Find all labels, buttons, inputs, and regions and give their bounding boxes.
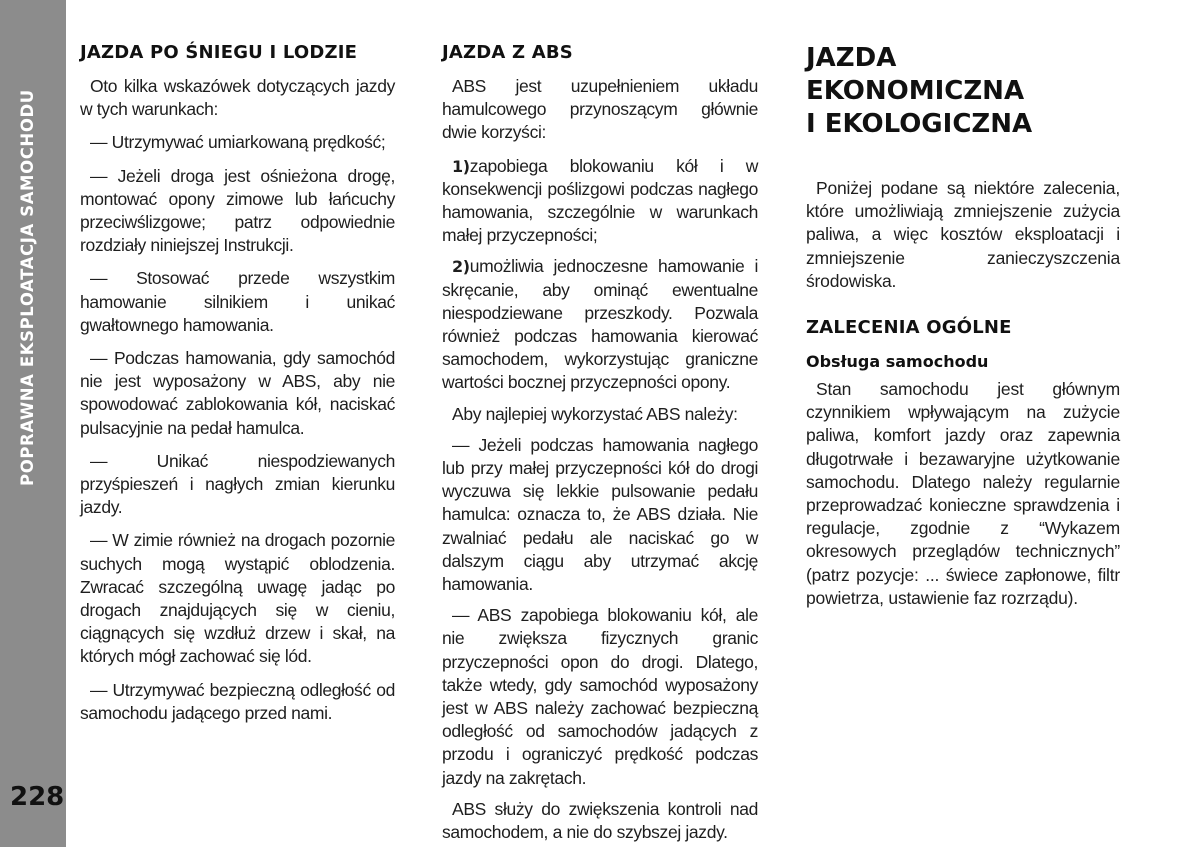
column-economic-driving bbox=[806, 42, 1120, 620]
paragraph: ABS jest uzupełnieniem układu hamulcowego przynoszącym głównie dwie korzyści: bbox=[442, 76, 758, 143]
paragraph: — Jeżeli podczas hamowania nagłego lub przy małej przyczepności kół do drogi wyczuwa się lekkie pulsowanie pedału hamulca: oznacza to, że ABS działa. Nie zwalniać pedału ale naciskać go w dalszym ciągu aby utrzymać akcję hamowania. bbox=[442, 434, 758, 595]
heading-line: JAZDA bbox=[806, 43, 897, 73]
subheading-vehicle-maintenance: Obsługa samochodu bbox=[806, 352, 989, 372]
chapter-title: POPRAWNA EKSPLOATACJA SAMOCHODU bbox=[18, 89, 37, 486]
heading-general-recommendations: ZALECENIA OGÓLNE bbox=[806, 317, 1012, 339]
paragraph: Poniżej podane są niektóre zalecenia, które umożliwiają zmniejszenie zużycia paliwa, a więc kosztów eksploatacji i zmniejszenie zanieczyszczenia środowiska. bbox=[806, 178, 1120, 291]
column-abs bbox=[442, 42, 758, 852]
paragraph: — Stosować przede wszystkim hamowanie silnikiem i unikać gwałtownego hamowania. bbox=[80, 268, 395, 335]
item-number: 1) bbox=[452, 156, 470, 176]
heading-economic-driving bbox=[806, 42, 1120, 141]
item-number: 2) bbox=[452, 257, 470, 277]
paragraph: — W zimie również na drogach pozornie suchych mogą wystąpić oblodzenia. Zwracać szczególną uwagę jadąc po drogach znajdujących się w cieniu, ciągnących się wzdłuż drzew i skał, na których mógł zachować się lód. bbox=[80, 530, 395, 667]
heading-snow-ice: JAZDA PO ŚNIEGU I LODZIE bbox=[80, 42, 358, 63]
heading-abs: JAZDA Z ABS bbox=[442, 42, 573, 63]
paragraph: Oto kilka wskazówek dotyczących jazdy w tych warunkach: bbox=[80, 76, 395, 120]
numbered-item bbox=[442, 255, 758, 394]
paragraph: Aby najlepiej wykorzystać ABS należy: bbox=[452, 403, 738, 424]
paragraph: — Utrzymywać bezpieczną odległość od samochodu jadącego przed nami. bbox=[80, 679, 395, 723]
paragraph: ABS służy do zwiększenia kontroli nad samochodem, a nie do szybszej jazdy. bbox=[442, 798, 758, 843]
page-number: 228 bbox=[10, 782, 65, 812]
heading-line: EKONOMICZNA bbox=[806, 76, 1025, 106]
sidebar bbox=[0, 0, 66, 847]
item-text: zapobiega blokowaniu kół i w konsekwencji poślizgowi podczas nagłego hamowania, szczególnie w warunkach małej przyczepności; bbox=[442, 155, 758, 246]
paragraph: — Podczas hamowania, gdy samochód nie jest wyposażony w ABS, aby nie spowodować zablokowania kół, naciskać pulsacyjnie na pedał hamulca. bbox=[80, 348, 395, 438]
numbered-item bbox=[442, 155, 758, 248]
heading-line: I EKOLOGICZNA bbox=[806, 109, 1033, 139]
column-snow-ice bbox=[80, 42, 395, 735]
paragraph: — ABS zapobiega blokowaniu kół, ale nie zwiększa fizycznych granic przyczepności opon do drogi. Dlatego, także wtedy, gdy samochód wyposażony jest w ABS należy zachować bezpieczną odległość od samochodów jadących z przodu i ograniczyć prędkość podczas jazdy na zakrętach. bbox=[442, 605, 758, 788]
item-text: umożliwia jednoczesne hamowanie i skręcanie, aby ominąć ewentualne niespodziewane przeszkody. Pozwala również podczas hamowania kierować samochodem, wykorzystując graniczne wartości bocznej przyczepności opony. bbox=[442, 256, 758, 393]
paragraph: Stan samochodu jest głównym czynnikiem wpływającym na zużycie paliwa, komfort jazdy oraz zapewnia długotrwałe i bezawaryjne użytkowanie samochodu. Dlatego należy regularnie przeprowadzać konieczne sprawdzenia i regulacje, zgodnie z “Wykazem okresowych przeglądów technicznych” (patrz pozycje: ... świece zapłonowe, filtr powietrza, ustawienie faz rozrządu). bbox=[806, 379, 1120, 608]
paragraph: — Utrzymywać umiarkowaną prędkość; bbox=[90, 132, 386, 153]
paragraph: — Jeżeli droga jest ośnieżona drogę, montować opony zimowe lub łańcuchy przeciwślizgowe; patrz odpowiednie rozdziały niniejszej Instrukcji. bbox=[80, 165, 395, 256]
paragraph: — Unikać niespodziewanych przyśpieszeń i nagłych zmian kierunku jazdy. bbox=[80, 450, 395, 518]
